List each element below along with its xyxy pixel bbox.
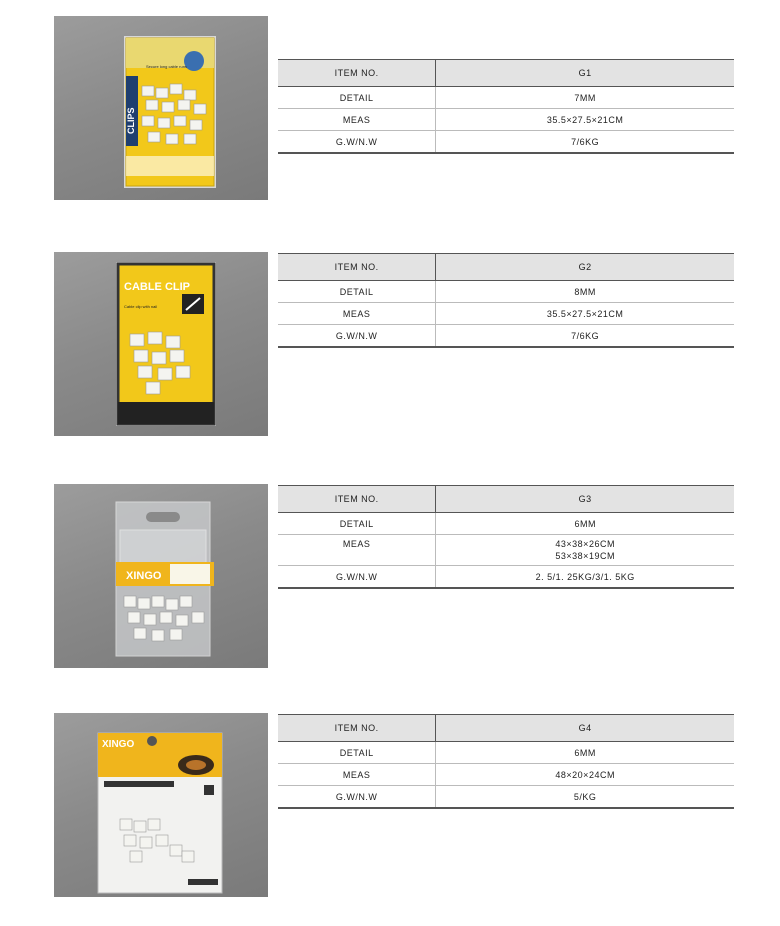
spec-row-weight <box>278 131 734 154</box>
item-no-label: ITEM NO. <box>278 715 436 742</box>
meas-label: MEAS <box>278 109 436 131</box>
spec-table-g1 <box>278 59 734 154</box>
detail-label: DETAIL <box>278 87 436 109</box>
package-cable-clip-text: CABLE CLIP <box>124 281 190 293</box>
meas-value-line-2: 53×38×19CM <box>555 551 615 561</box>
product-photo-g1 <box>54 16 268 200</box>
blister-pack-g3-image <box>54 484 268 668</box>
detail-value: 7MM <box>436 87 734 109</box>
weight-label: G.W/N.W <box>278 786 436 809</box>
blister-pack-g1-image <box>54 16 268 200</box>
product-photo-g4 <box>54 713 268 897</box>
item-no-label: ITEM NO. <box>278 254 436 281</box>
meas-label: MEAS <box>278 764 436 786</box>
blister-pack-g4-image <box>54 713 268 897</box>
item-no-value: G2 <box>436 254 734 281</box>
product-photo-g2 <box>54 252 268 436</box>
meas-label: MEAS <box>278 535 436 566</box>
detail-value: 6MM <box>436 513 734 535</box>
package-tagline: Secure long cable runs <box>146 64 187 69</box>
item-no-label: ITEM NO. <box>278 486 436 513</box>
weight-value: 5/KG <box>436 786 734 809</box>
meas-label: MEAS <box>278 303 436 325</box>
weight-label: G.W/N.W <box>278 131 436 154</box>
detail-label: DETAIL <box>278 513 436 535</box>
spec-row-detail <box>278 87 734 109</box>
meas-value: 35.5×27.5×21CM <box>436 109 734 131</box>
spec-table-g3 <box>278 485 734 589</box>
product-photo-g3 <box>54 484 268 668</box>
meas-value <box>436 535 734 566</box>
weight-label: G.W/N.W <box>278 325 436 348</box>
spec-header-row <box>278 60 734 87</box>
weight-label: G.W/N.W <box>278 566 436 589</box>
detail-label: DETAIL <box>278 742 436 764</box>
weight-value: 2. 5/1. 25KG/3/1. 5KG <box>436 566 734 589</box>
package-tagline: Cable clip with nail <box>124 304 158 309</box>
blister-pack-g2-image <box>54 252 268 436</box>
item-no-value: G4 <box>436 715 734 742</box>
detail-value: 8MM <box>436 281 734 303</box>
meas-value: 35.5×27.5×21CM <box>436 303 734 325</box>
detail-value: 6MM <box>436 742 734 764</box>
spec-table-g2 <box>278 253 734 348</box>
spec-table-g4 <box>278 714 734 809</box>
package-clips-text: CLIPS <box>126 107 136 134</box>
meas-value-line-1: 43×38×26CM <box>555 539 615 549</box>
weight-value: 7/6KG <box>436 131 734 154</box>
weight-value: 7/6KG <box>436 325 734 348</box>
meas-value: 48×20×24CM <box>436 764 734 786</box>
spec-row-meas <box>278 109 734 131</box>
item-no-value: G3 <box>436 486 734 513</box>
detail-label: DETAIL <box>278 281 436 303</box>
item-no-value: G1 <box>436 60 734 87</box>
package-xingo-logo: XINGO <box>126 570 162 582</box>
package-xingo-logo: XINGO <box>102 739 135 750</box>
item-no-label: ITEM NO. <box>278 60 436 87</box>
